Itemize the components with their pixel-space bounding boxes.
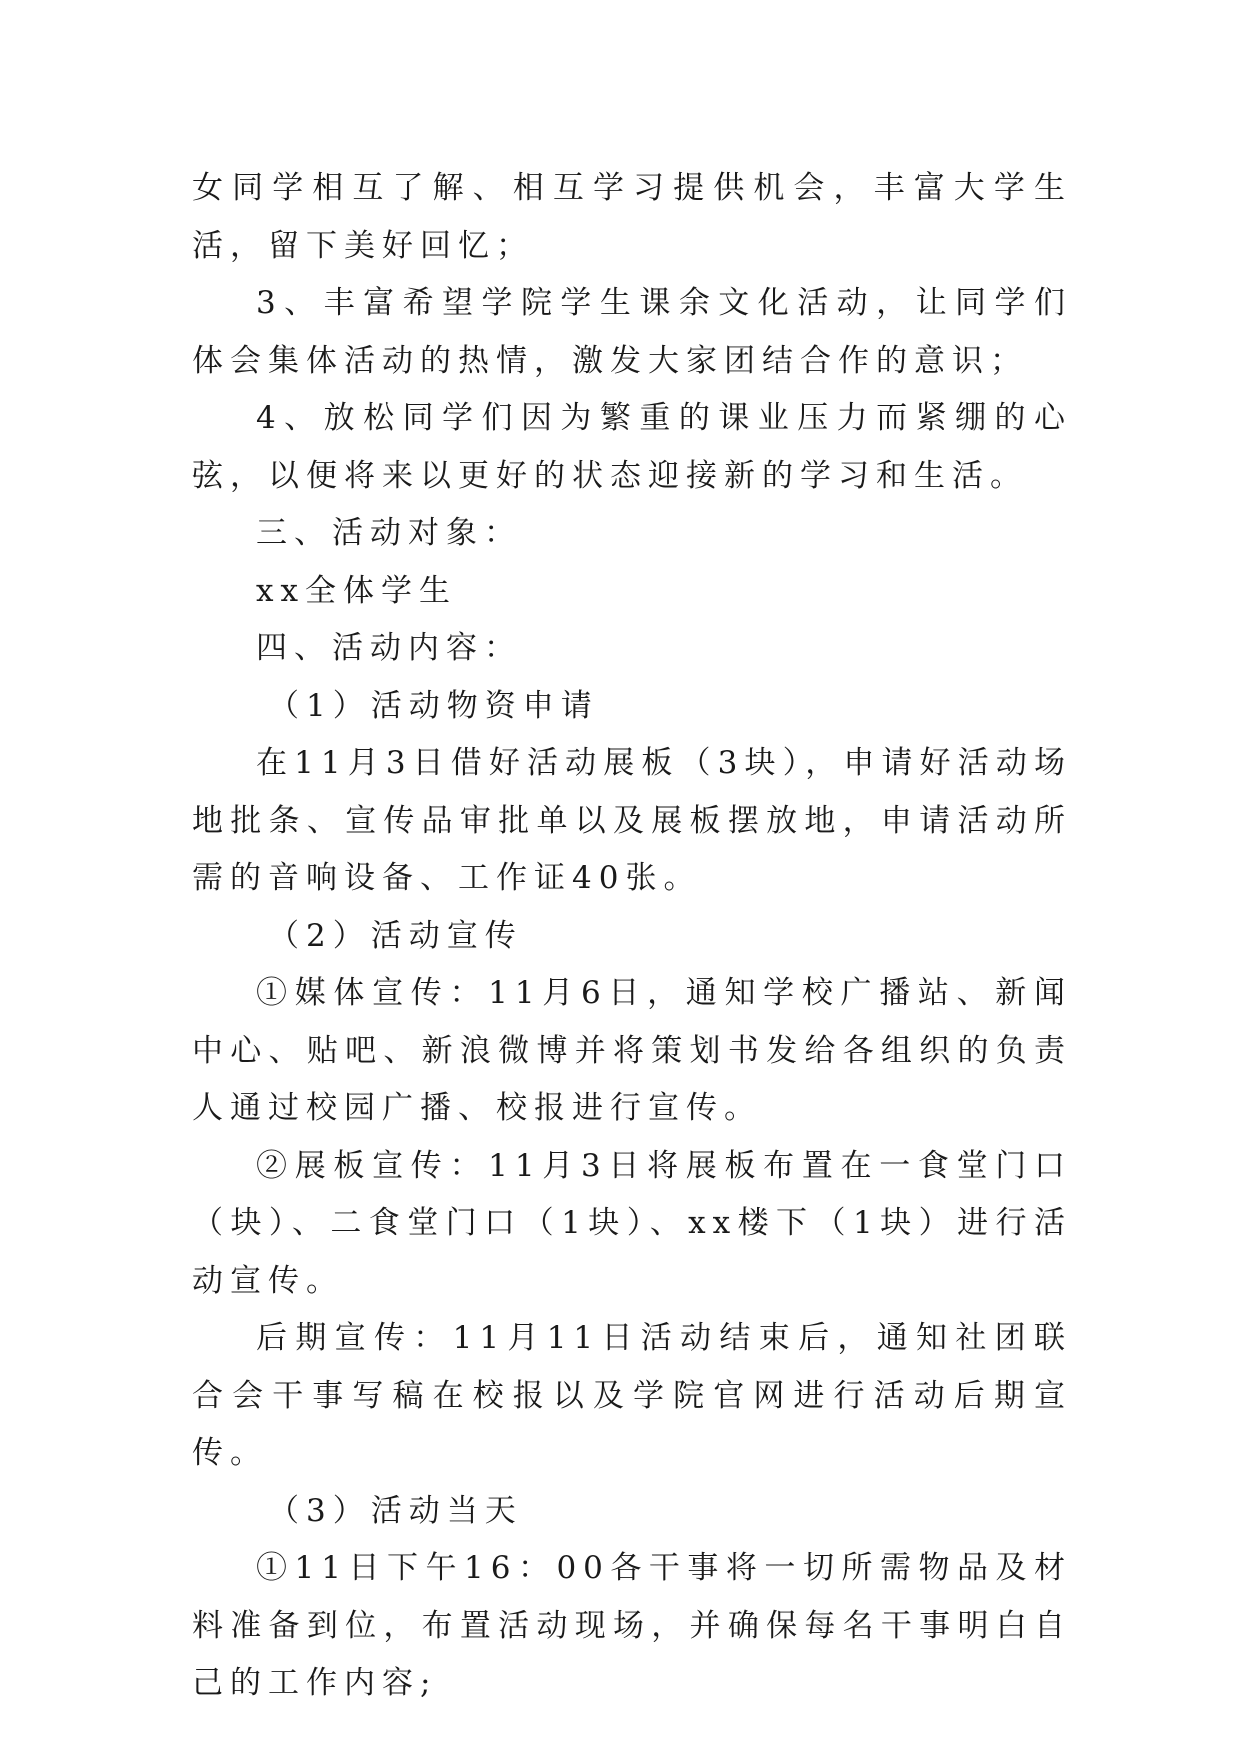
paragraph-item-3: 3、丰富希望学院学生课余文化活动，让同学们体会集体活动的热情，激发大家团结合作的意识； bbox=[192, 285, 1072, 379]
subheading-materials: （1）活动物资申请 bbox=[268, 687, 599, 724]
paragraph-event-day: ①11日下午16：00各干事将一切所需物品及材料准备到位，布置活动现场，并确保每名干事明白自己的工作内容; bbox=[192, 1550, 1072, 1701]
paragraph-later-publicity: 后期宣传：11月11日活动结束后，通知社团联合会干事写稿在校报以及学院官网进行活动后期宣传。 bbox=[192, 1320, 1072, 1471]
paragraph-continuation: 女同学相互了解、相互学习提供机会，丰富大学生活，留下美好回忆； bbox=[192, 170, 1072, 264]
subheading-event-day: （3）活动当天 bbox=[268, 1492, 523, 1529]
section-heading-content: 四、活动内容： bbox=[256, 630, 522, 666]
paragraph-board-publicity: ②展板宣传：11月3日将展板布置在一食堂门口（块）、二食堂门口（1块）、xx楼下（1块）进行活动宣传。 bbox=[192, 1147, 1072, 1299]
paragraph-media-publicity: ①媒体宣传：11月6日，通知学校广播站、新闻中心、贴吧、新浪微博并将策划书发给各组织的负责人通过校园广播、校报进行宣传。 bbox=[192, 975, 1072, 1126]
section-heading-audience: 三、活动对象： bbox=[256, 515, 522, 551]
paragraph-audience: xx全体学生 bbox=[256, 572, 457, 609]
document-body bbox=[192, 160, 1072, 1713]
paragraph-materials: 在11月3日借好活动展板（3块），申请好活动场地批条、宣传品审批单以及展板摆放地，申请活动所需的音响设备、工作证40张。 bbox=[192, 745, 1072, 896]
subheading-publicity: （2）活动宣传 bbox=[268, 917, 523, 954]
paragraph-item-4: 4、放松同学们因为繁重的课业压力而紧绷的心弦，以便将来以更好的状态迎接新的学习和生活。 bbox=[192, 400, 1072, 494]
